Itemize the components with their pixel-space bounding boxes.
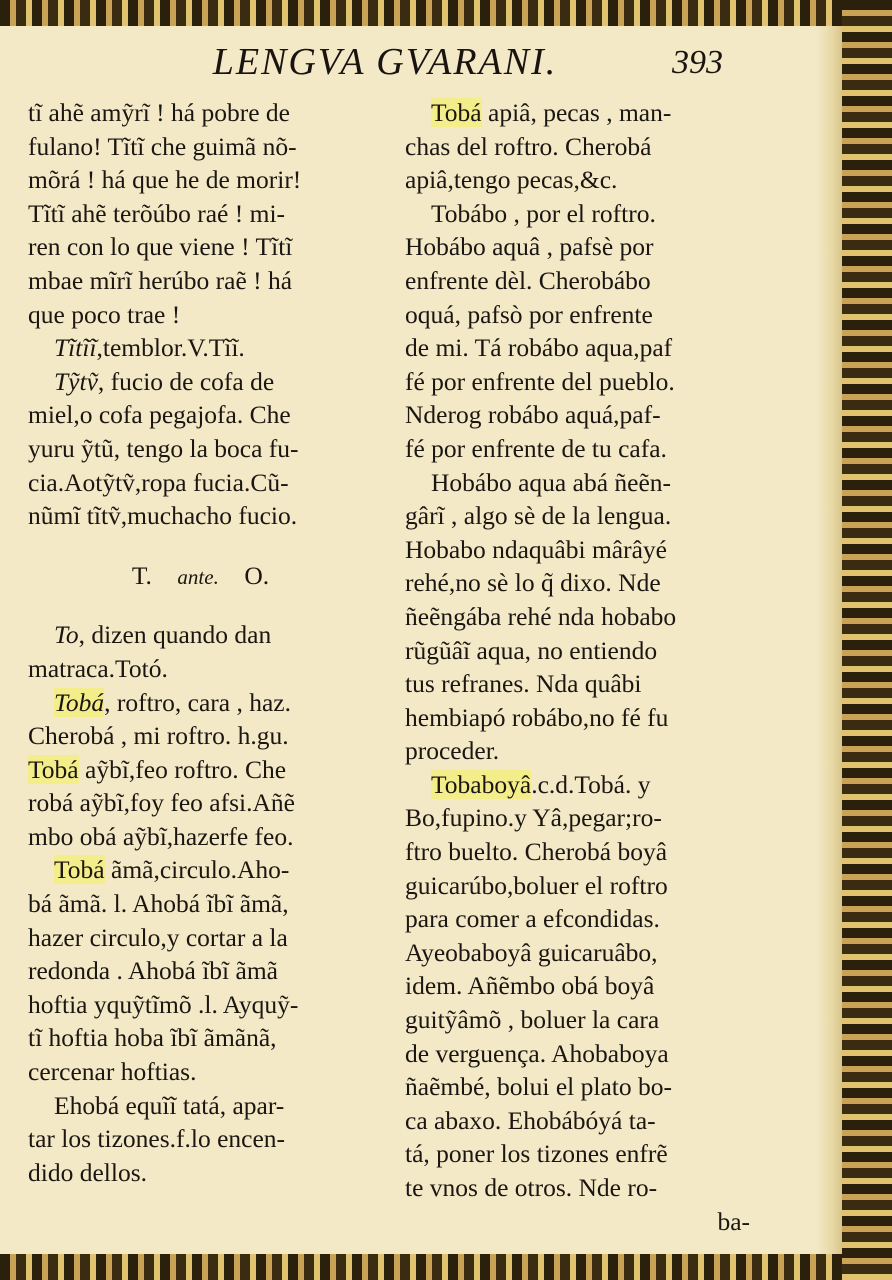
headword: To: [54, 620, 79, 650]
text-line: cercenar hoftias.: [28, 1057, 197, 1087]
page-number: 393: [672, 44, 723, 81]
text-line: ñaẽmbé, bolui el plato bo-: [405, 1072, 672, 1102]
text-line: chas del roftro. Cherobá: [405, 131, 652, 161]
right-column: [405, 96, 750, 1238]
headword-highlighted: Tobaboyâ: [431, 769, 532, 799]
text-line: ca abaxo. Ehobábóyá ta-: [405, 1105, 656, 1135]
text-line: de mi. Tá robábo aqua,paf: [405, 333, 673, 363]
ornamental-border-top: [0, 0, 892, 26]
spacer: [28, 533, 373, 559]
text-line: fulano! Tĩtĩ che guimã nõ-: [28, 131, 297, 161]
entry-to: [28, 618, 373, 652]
entry-tytv: [28, 365, 373, 399]
text-line: Tobábo , por el roftro.: [431, 198, 656, 228]
text-line: guicarúbo,boluer el roftro: [405, 870, 668, 900]
text-line: ñeẽngába rehé nda hobabo: [405, 601, 677, 631]
text-line: para comer a efcondidas.: [405, 904, 660, 934]
text-line: mbae mĩrĩ herúbo raẽ ! há: [28, 265, 293, 295]
section-letter: O.: [244, 560, 270, 590]
running-header-title: LENGVA GVARANI.: [212, 41, 558, 83]
entry-tobaboya: [405, 768, 750, 802]
section-letter: T.: [131, 560, 152, 590]
text-line: Ehobá equĩĩ tatá, apar-: [54, 1090, 285, 1120]
text-line: tá, poner los tizones enfrẽ: [405, 1139, 668, 1169]
text-line: Tĩtĩ ahẽ terõúbo raé ! mi-: [28, 198, 286, 228]
text-line: dido dellos.: [28, 1157, 147, 1187]
text-line: rũgũâĩ aqua, no entiendo: [405, 635, 658, 665]
text-line: hazer circulo,y cortar a la: [28, 922, 288, 952]
definition: , dizen quando dan: [78, 620, 272, 650]
spacer: [28, 592, 373, 618]
text-line: hembiapó robábo,no fé fu: [405, 702, 669, 732]
text-line: proceder.: [405, 736, 500, 766]
text-line: rehé,no sè lo q̃ dixo. Nde: [405, 568, 661, 598]
text-line: Ayeobaboyâ guicaruâbo,: [405, 937, 658, 967]
text-line: matraca.Totó.: [28, 653, 168, 683]
text-line: oquá, pafsò por enfrente: [405, 299, 653, 329]
text-line: de verguença. Ahobaboya: [405, 1038, 669, 1068]
definition: aỹbĩ,feo roftro. Che: [78, 754, 287, 784]
text-line: idem. Añẽmbo obá boyâ: [405, 971, 655, 1001]
text-line: ftro buelto. Cherobá boyâ: [405, 837, 668, 867]
ornamental-border-bottom: [0, 1254, 892, 1280]
text-line: mbo obá aỹbĩ,hazerfe feo.: [28, 821, 294, 851]
definition: , fucio de cofa de: [97, 366, 275, 396]
text-line: robá aỹbĩ,foy feo afsi.Añẽ: [28, 788, 295, 818]
text-line: yuru ỹtũ, tengo la boca fu-: [28, 433, 299, 463]
text-line: Cherobá , mi roftro. h.gu.: [28, 721, 289, 751]
headword-highlighted: Tobá: [431, 98, 482, 127]
text-line: miel,o cofa pegajofa. Che: [28, 400, 291, 430]
headword: Tĩtĩĩ: [54, 333, 97, 363]
text-line: Hobábo aqua abá ñeẽn-: [431, 467, 672, 497]
text-line: Hobabo ndaquâbi mârâyé: [405, 534, 667, 564]
definition: ãmã,circulo.Aho-: [104, 855, 290, 885]
entry-toba-aybi: [28, 753, 373, 787]
text-line: Hobábo aquâ , pafsè por: [405, 232, 654, 262]
page-edge-shadow: [816, 26, 842, 1254]
text-line: tus refranes. Nda quâbi: [405, 669, 642, 699]
entry-titi: [28, 331, 373, 365]
entry-toba-apia: [405, 96, 750, 130]
text-line: ren con lo que viene ! Tĩtĩ: [28, 232, 293, 262]
ornamental-border-right: [842, 0, 892, 1280]
definition: apiâ, pecas , man-: [481, 98, 672, 127]
section-heading: [28, 559, 373, 593]
headword: Tỹtṽ: [54, 366, 98, 396]
text-line: tĩ ahẽ amỹrĩ ! há pobre de: [28, 98, 290, 127]
left-column: [28, 96, 373, 1189]
entry-toba-ama: [28, 853, 373, 887]
text-line: cia.Aotỹtṽ,ropa fucia.Cũ-: [28, 467, 289, 497]
text-line: guitỹâmõ , boluer la cara: [405, 1005, 660, 1035]
headword-highlighted: Tobá: [28, 754, 79, 784]
text-line: fé por enfrente de tu cafa.: [405, 433, 667, 463]
section-ante: ante.: [177, 564, 219, 589]
text-line: fé por enfrente del pueblo.: [405, 366, 675, 396]
text-line: enfrente dèl. Cherobábo: [405, 265, 651, 295]
text-line: gârĩ , algo sè de la lengua.: [405, 501, 672, 531]
text-line: apiâ,tengo pecas,&c.: [405, 165, 618, 195]
text-line: Bo,fupino.y Yâ,pegar;ro-: [405, 803, 662, 833]
text-line: Nderog robábo aquá,paf-: [405, 400, 661, 430]
text-line: bá ãmã. l. Ahobá ĩbĩ ãmã,: [28, 889, 289, 919]
text-line: te vnos de otros. Nde ro-: [405, 1173, 658, 1202]
text-line: nũmĩ tĩtṽ,muchacho fucio.: [28, 501, 298, 531]
text-line: tĩ hoftia hoba ĩbĩ ãmãnã,: [28, 1023, 277, 1053]
text-line: hoftia yquỹtĩmõ .l. Ayquỹ-: [28, 989, 299, 1019]
text-line: que poco trae !: [28, 299, 181, 329]
headword-highlighted: Tobá: [54, 855, 105, 885]
definition: ,temblor.V.Tĩĩ.: [96, 333, 245, 363]
headword-highlighted: Tobá: [54, 687, 105, 717]
definition: .c.d.Tobá. y: [531, 769, 651, 799]
entry-toba: [28, 686, 373, 720]
catchword: ba-: [717, 1206, 750, 1236]
text-line: tar los tizones.f.lo encen-: [28, 1124, 286, 1154]
text-line: mõrá ! há que he de morir!: [28, 165, 302, 195]
definition: , roftro, cara , haz.: [104, 687, 291, 717]
text-line: redonda . Ahobá ĩbĩ ãmã: [28, 956, 278, 986]
